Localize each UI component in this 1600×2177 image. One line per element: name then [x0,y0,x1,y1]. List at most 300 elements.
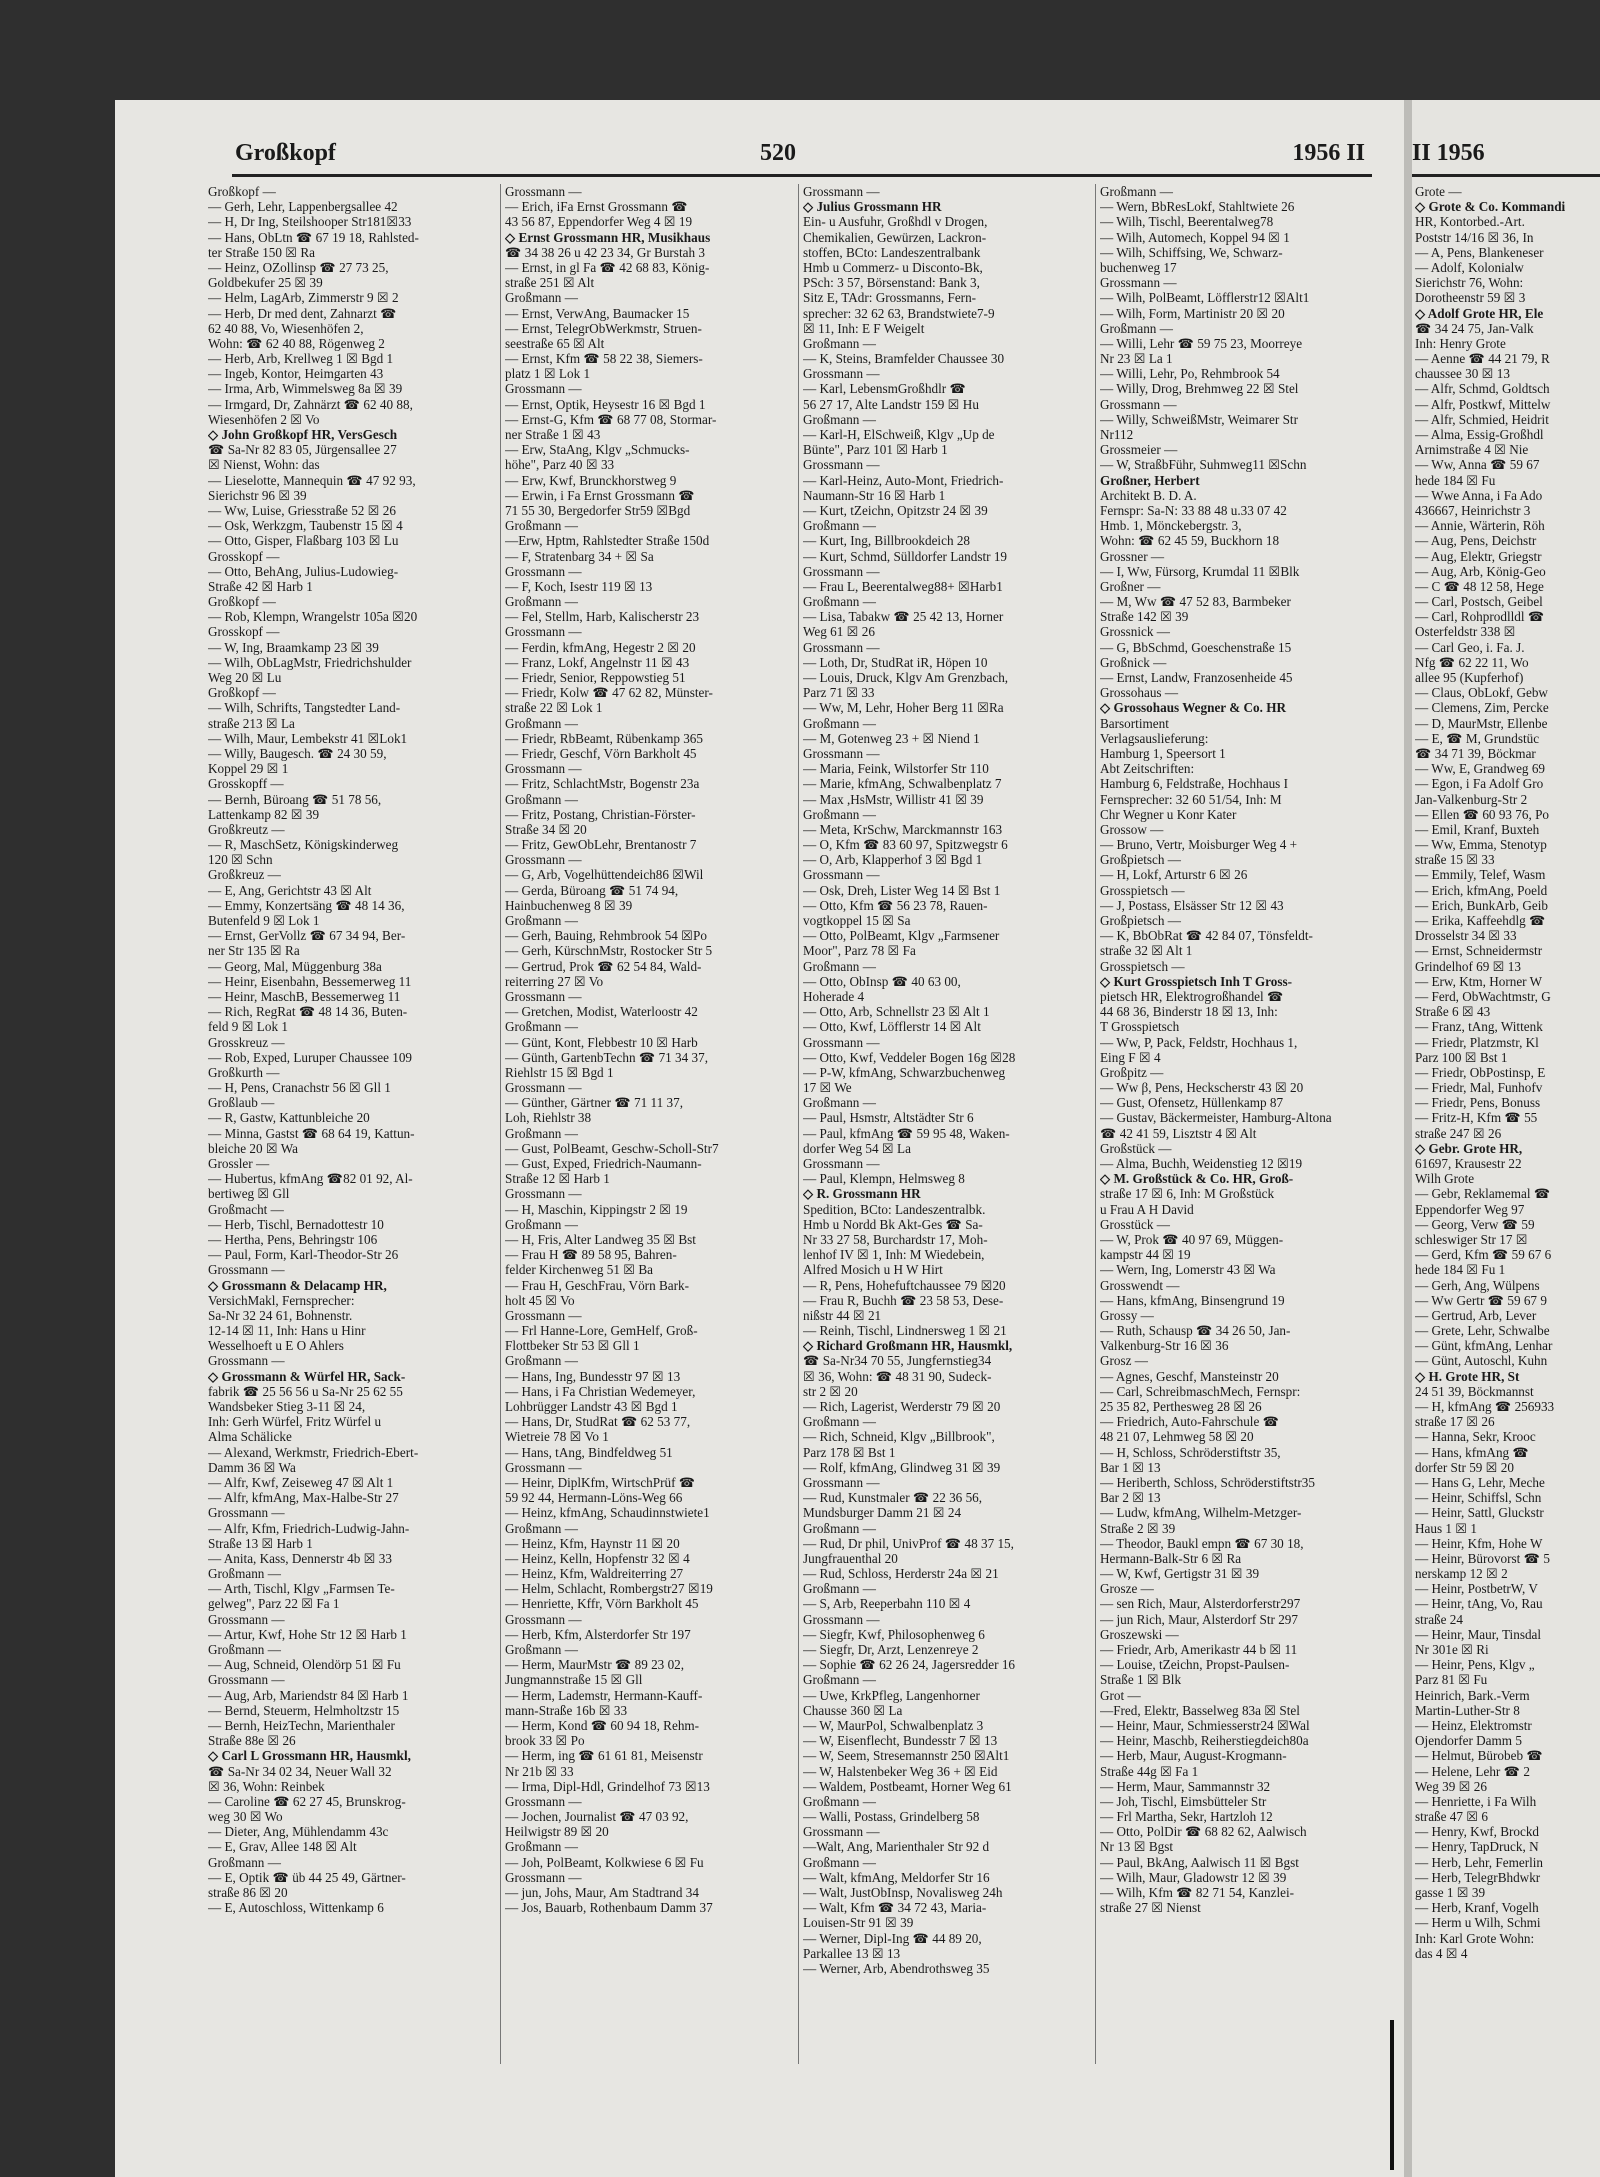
entry-line: Großmann — [803,1854,876,1870]
entry-line: Großkopf — [208,594,276,610]
entry-line: — Gerh, Bauing, Rehmbrook 54 ☒Po [505,928,707,944]
entry-line: Nr 301e ☒ Ri [1415,1642,1489,1657]
entry-line: — Herb, Dr med dent, Zahnarzt ☎ [208,305,397,321]
entry-line: Grossmann — [505,381,582,397]
entry-line: — Heinz, Elektromstr [1415,1717,1532,1733]
entry-line: — Rob, Exped, Luruper Chaussee 109 [208,1049,413,1065]
entry-line: — R, Gastw, Kattunbleiche 20 [208,1110,370,1126]
entry-line: — W, Prok ☎ 40 97 69, Müggen- [1100,1231,1284,1247]
entry-line: — Ellen ☎ 60 93 76, Po [1415,806,1550,822]
entry-line: — Hubertus, kfmAng ☎82 01 92, Al- [208,1171,413,1187]
entry-line: — Heinr, Pens, Klgv „ [1415,1657,1535,1673]
entry-line: — H, Lokf, Arturstr 6 ☒ 26 [1100,867,1248,883]
entry-line: Alfred Mosich u H W Hirt [803,1262,943,1278]
column-5 [1415,184,1600,1961]
entry-line: — Irmgard, Dr, Zahnärzt ☎ 62 40 88, [208,396,413,412]
column-3 [803,184,1093,1976]
entry-line: — Rud, Dr phil, UnivProf ☎ 48 37 15, [803,1535,1014,1551]
entry-line: Grossmann — [803,1611,880,1627]
entry-line: — Walt, kfmAng, Meldorfer Str 16 [803,1869,990,1885]
entry-line: Hamburg 6, Feldstraße, Hochhaus I [1100,776,1289,792]
scan-edge-marker [1390,2020,1394,2170]
entry-line: Grossmann — [1100,396,1177,412]
entry-line: — Franz, tAng, Wittenk [1415,1019,1543,1035]
entry-line: — Wilh, Maur, Gladowstr 12 ☒ 39 [1100,1869,1287,1885]
entry-line: Großmacht — [208,1201,284,1217]
entry-line: — sen Rich, Maur, Alsterdorferstr297 [1100,1596,1301,1612]
entry-line: ◇ John Großkopf HR, VersGesch [208,427,398,442]
entry-line: Großmann — [803,411,876,427]
entry-line: — Hans, i Fa Christian Wedemeyer, [505,1383,696,1399]
entry-line: Großmann — [505,1353,578,1369]
entry-line: — Anita, Kass, Dennerstr 4b ☒ 33 [208,1550,392,1566]
entry-line: — Alma, Essig-Großhdl [1415,427,1544,442]
entry-line: Grossmann — [505,1459,582,1475]
entry-line: — Alfr, kfmAng, Max-Halbe-Str 27 [208,1490,399,1506]
column-4 [1100,184,1395,1915]
entry-line: ◇ Kurt Grosspietsch Inh T Gross- [1100,973,1292,989]
entry-line: Naumann-Str 16 ☒ Harb 1 [803,487,946,503]
entry-line: Großmann — [505,715,578,731]
entry-line: — Friedr, Kolw ☎ 47 62 82, Münster- [505,685,713,701]
entry-line: — Herb, Tischl, Bernadottestr 10 [208,1216,384,1232]
entry-line: — Erika, Kaffeehdlg ☎ [1415,913,1546,928]
entry-line: Ojendorfer Damm 5 [1415,1733,1522,1749]
entry-line: Großmann — [803,1414,876,1430]
entry-line: Großmann — [505,1520,578,1536]
entry-line: — O, Arb, Klapperhof 3 ☒ Bgd 1 [803,852,983,868]
entry-line: dorfer Weg 54 ☒ La [803,1140,911,1156]
entry-line: — Ingeb, Kontor, Heimgarten 43 [208,366,384,382]
entry-line: — Otto, Kwf, Löfflerstr 14 ☒ Alt [803,1019,981,1035]
entry-line: Barsortiment [1100,715,1169,731]
entry-line: ☎ 34 38 26 u 42 23 34, Gr Burstah 3 [505,244,705,260]
entry-line: Nr 21b ☒ 33 [505,1763,574,1779]
entry-line: ◇ Ernst Grossmann HR, Musikhaus [505,229,711,245]
entry-line: Großmann — [803,806,876,822]
entry-line: — Ww, Luise, Griesstraße 52 ☒ 26 [208,502,396,518]
entry-line: ☒ 36, Wohn: Reinbek [208,1778,325,1794]
entry-line: Großmann — [803,1095,876,1111]
entry-line: — Heinr, DiplKfm, WirtschPrüf ☎ [505,1474,696,1490]
entry-line: — Hans, kfmAng, Binsengrund 19 [1100,1292,1285,1308]
entry-line: — Heinr, Maur, Schmiesserstr24 ☒Wal [1100,1717,1310,1733]
entry-line: — Friedr, Arb, Amerikastr 44 b ☒ 11 [1100,1642,1298,1657]
entry-line: — Wilh, Tischl, Beerentalweg78 [1100,214,1274,230]
entry-line: reiterring 27 ☒ Vo [505,973,604,989]
entry-line: Straße 142 ☒ 39 [1100,609,1189,625]
entry-line: — Walt, Kfm ☎ 34 72 43, Maria- [803,1900,987,1916]
entry-line: Abt Zeitschriften: [1100,761,1195,777]
entry-line: — Gerh, Ang, Wülpens [1415,1277,1540,1293]
entry-line: — Helene, Lehr ☎ 2 [1415,1763,1530,1779]
entry-line: — Wern, BbResLokf, Stahltwiete 26 [1100,199,1295,215]
entry-line: fabrik ☎ 25 56 56 u Sa-Nr 25 62 55 [208,1383,403,1399]
entry-line: — Heinz, kfmAng, Schaudinnstwiete1 [505,1505,710,1521]
entry-line: — Irma, Arb, Wimmelsweg 8a ☒ 39 [208,381,403,397]
entry-line: — Artur, Kwf, Hohe Str 12 ☒ Harb 1 [208,1626,407,1642]
entry-line: — Wilh, PolBeamt, Löfflerstr12 ☒Alt1 [1100,290,1310,306]
entry-line: —Walt, Ang, Marienthaler Str 92 d [803,1839,990,1855]
entry-line: — Günt, kfmAng, Lenhar [1415,1338,1553,1354]
entry-line: Großmann — [208,1854,281,1870]
entry-line: — D, MaurMstr, Ellenbe [1415,715,1548,731]
entry-line: Grossner — [1100,548,1165,564]
entry-line: — jun Rich, Maur, Alsterdorf Str 297 [1100,1611,1298,1627]
entry-line: — jun, Johs, Maur, Am Stadtrand 34 [505,1885,699,1900]
entry-line: Großner — [1100,578,1161,594]
entry-line: Grossnick — [1100,624,1170,640]
entry-line: — Gerda, Büroang ☎ 51 74 94, [505,882,679,898]
entry-line: Grossy — [1100,1307,1154,1323]
entry-line: Drosselstr 34 ☒ 33 [1415,928,1517,944]
entry-line: — Otto, Kfm ☎ 56 23 78, Rauen- [803,897,988,913]
entry-line: seestraße 65 ☒ Alt [505,335,605,351]
entry-line: — Friedr, Mal, Funhofv [1415,1080,1543,1096]
header-keyword: Großkopf [235,140,336,166]
entry-line: — Erw, Ktm, Horner W [1415,973,1543,989]
entry-line: — Heinz, Kfm, Haynstr 11 ☒ 20 [505,1535,680,1551]
entry-line: Sierichstr 76, Wohn: [1415,275,1524,291]
entry-line: — Theodor, Baukl empn ☎ 67 30 18, [1100,1535,1304,1551]
entry-line: — Alfr, Schmied, Heidrit [1415,411,1549,427]
adjacent-page-header: II 1956 [1412,140,1485,166]
entry-line: — Henry, Kwf, Brockd [1415,1824,1540,1840]
entry-line: Grossmann — [505,624,582,640]
entry-line: gelweg", Parz 22 ☒ Fa 1 [208,1596,340,1612]
entry-line: Jan-Valkenburg-Str 2 [1415,791,1528,807]
entry-line: ☎ Sa-Nr 34 02 34, Neuer Wall 32 [208,1763,392,1779]
entry-line: — Erw, StaAng, Klgv „Schmucks- [505,442,690,458]
entry-line: ◇ Grossmann & Würfel HR, Sack- [208,1368,406,1384]
entry-line: — H, Schloss, Schröderstiftstr 35, [1100,1444,1281,1460]
entry-line: straße 47 ☒ 6 [1415,1809,1488,1825]
entry-line: Hmb. 1, Mönckebergstr. 3, [1100,518,1242,534]
entry-line: — Günth, GartenbTechn ☎ 71 34 37, [505,1049,709,1065]
entry-line: Chr Wegner u Konr Kater [1100,806,1237,822]
entry-line: nißstr 44 ☒ 21 [803,1307,882,1323]
entry-line: Spedition, BCto: Landeszentralbk. [803,1201,986,1217]
entry-line: Alma Schälicke [208,1429,292,1445]
entry-line: Grossmann — [208,1353,285,1369]
entry-line: Grossmann — [505,1611,582,1627]
entry-line: — Gust, PolBeamt, Geschw-Scholl-Str7 [505,1140,719,1156]
entry-line: chaussee 30 ☒ 13 [1415,366,1510,382]
entry-line: ◇ Grossmann & Delacamp HR, [208,1277,387,1293]
entry-line: Grossmann — [208,1505,285,1521]
entry-line: — Gebr, Reklamemal ☎ [1415,1186,1551,1202]
entry-line: — W, StraßbFühr, Suhmweg11 ☒Schn [1100,457,1307,473]
entry-line: Großpietsch — [1100,852,1181,868]
entry-line: Großkreutz — [208,821,285,837]
entry-line: straße 251 ☒ Alt [505,275,595,291]
entry-line: — Erwin, i Fa Ernst Grossmann ☎ [505,487,695,503]
entry-line: ◇ Grote & Co. Kommandi [1415,199,1566,215]
entry-line: Wohn: ☎ 62 45 59, Buckhorn 18 [1100,533,1280,549]
entry-line: — Frau L, Beerentalweg88+ ☒Harb1 [803,578,1003,594]
entry-line: — J, Postass, Elsässer Str 12 ☒ 43 [1100,897,1284,913]
entry-line: 48 21 07, Lehmweg 58 ☒ 20 [1100,1429,1254,1445]
entry-line: — Herb, Kfm, Alsterdorfer Str 197 [505,1626,691,1642]
entry-line: Grossmann — [1100,275,1177,291]
entry-line: — Friedr, Pens, Bonuss [1415,1095,1541,1111]
entry-line: Straße 12 ☒ Harb 1 [505,1171,610,1187]
entry-line: Groszewski — [1100,1626,1179,1642]
entry-line: — Werner, Dipl-Ing ☎ 44 89 20, [803,1930,982,1946]
entry-line: — Joh, PolBeamt, Kolkwiese 6 ☒ Fu [505,1854,704,1870]
entry-line: Nfg ☎ 62 22 11, Wo [1415,654,1529,670]
entry-line: — Louis, Druck, Klgv Am Grenzbach, [803,670,1009,685]
entry-line: Grossmann — [505,988,582,1004]
entry-line: straße 15 ☒ 33 [1415,852,1495,868]
entry-line: — Karl-H, ElSchweiß, Klgv „Up de [803,427,995,442]
entry-line: — Hans, ObLtn ☎ 67 19 18, Rahlsted- [208,229,419,245]
entry-line: — Otto, PolDir ☎ 68 82 62, Aalwisch [1100,1824,1307,1840]
entry-line: Großmann — [505,791,578,807]
entry-line: — Loth, Dr, StudRat iR, Höpen 10 [803,654,988,670]
entry-line: — Kurt, Schmd, Sülldorfer Landstr 19 [803,548,1008,564]
entry-line: Wohn: ☎ 62 40 88, Rögenweg 2 [208,335,385,351]
entry-line: ◇ Grossohaus Wegner & Co. HR [1100,700,1286,716]
entry-line: — Ww, Emma, Stenotyp [1415,837,1547,853]
entry-line: — M, Gotenweg 23 + ☒ Niend 1 [803,730,980,746]
entry-line: Goldbekufer 25 ☒ 39 [208,275,323,291]
entry-line: Chausse 360 ☒ La [803,1702,903,1718]
entry-line: Großmann — [803,1793,876,1809]
adjacent-header-rule [1412,174,1600,177]
entry-line: — Ruth, Schausp ☎ 34 26 50, Jan- [1100,1323,1291,1339]
entry-line: — Ww Gertr ☎ 59 67 9 [1415,1292,1547,1308]
entry-line: Straße 13 ☒ Harb 1 [208,1535,313,1551]
entry-line: ☒ Nienst, Wohn: das [208,457,320,473]
entry-line: — Herb, Maur, August-Krogmann- [1100,1748,1287,1764]
entry-line: — Gertrud, Prok ☎ 62 54 84, Wald- [505,958,702,974]
entry-line: Großner, Herbert [1100,472,1200,488]
entry-line: Grossmeier — [1100,442,1178,458]
entry-line: — Aug, Schneid, Olendörp 51 ☒ Fu [208,1657,401,1673]
entry-line: feld 9 ☒ Lok 1 [208,1019,288,1035]
entry-line: Grossohaus — [1100,685,1179,701]
entry-line: — Günt, Kont, Flebbestr 10 ☒ Harb [505,1034,698,1050]
entry-line: Großmann — [505,1642,578,1657]
entry-line: Valkenburg-Str 16 ☒ 36 [1100,1338,1229,1354]
entry-line: — Hans, Ing, Bundesstr 97 ☒ 13 [505,1368,681,1384]
entry-line: — Paul, Klempn, Helmsweg 8 [803,1171,965,1187]
entry-line: — Günther, Gärtner ☎ 71 11 37, [505,1095,684,1111]
entry-line: Verlagsauslieferung: [1100,730,1209,746]
page-number: 520 [760,140,796,166]
entry-line: — E, Optik ☎ üb 44 25 49, Gärtner- [208,1869,406,1885]
entry-line: — Siegfr, Kwf, Philosophenweg 6 [803,1626,985,1642]
entry-line: ☎ Sa-Nr34 70 55, Jungfernstieg34 [803,1353,992,1369]
entry-line: nerskamp 12 ☒ 2 [1415,1566,1508,1582]
entry-line: Großmann — [803,594,876,610]
entry-line: — Aug, Arb, König-Geo [1415,563,1546,579]
entry-line: — Henriette, Kffr, Vörn Barkholt 45 [505,1596,699,1612]
entry-line: — Dieter, Ang, Mühlendamm 43c [208,1824,389,1840]
entry-line: — Otto, Arb, Schnellstr 23 ☒ Alt 1 [803,1004,990,1020]
entry-line: Straße 1 ☒ Blk [1100,1672,1182,1688]
entry-line: — Sophie ☎ 62 26 24, Jagersredder 16 [803,1657,1016,1673]
column-2 [505,184,795,1915]
entry-line: Bünte", Parz 101 ☒ Harb 1 [803,442,948,458]
entry-line: — Wern, Ing, Lomerstr 43 ☒ Wa [1100,1262,1276,1278]
entry-line: — Georg, Verw ☎ 59 [1415,1216,1535,1232]
entry-line: — Heinr, Eisenbahn, Bessemerweg 11 [208,973,412,989]
entry-line: — Annie, Wärterin, Röh [1415,518,1545,534]
entry-line: ◇ Richard Großmann HR, Hausmkl, [803,1338,1013,1354]
entry-line: — Erich, kfmAng, Poeld [1415,882,1548,898]
entry-line: Jungfrauenthal 20 [803,1550,898,1566]
entry-line: — Uwe, KrkPfleg, Langenhorner [803,1687,980,1703]
entry-line: — E, Autoschloss, Wittenkamp 6 [208,1900,384,1916]
entry-line: ner Straße 1 ☒ 43 [505,427,601,442]
entry-line: — Wwe Anna, i Fa Ado [1415,487,1543,503]
entry-line: — Bruno, Vertr, Moisburger Weg 4 + [1100,837,1298,853]
entry-line: vogtkoppel 15 ☒ Sa [803,913,911,928]
entry-line: str 2 ☒ 20 [803,1383,858,1399]
entry-line: Straße 88e ☒ 26 [208,1733,296,1749]
entry-line: — Aug, Arb, Mariendstr 84 ☒ Harb 1 [208,1687,409,1703]
entry-line: — H, kfmAng ☎ 256933 [1415,1399,1555,1414]
entry-line: Jungmannstraße 15 ☒ Gll [505,1672,643,1688]
entry-line: ner Str 135 ☒ Ra [208,943,300,959]
entry-line: — Gertrud, Arb, Lever [1415,1307,1537,1323]
entry-line: — Frau H, GeschFrau, Vörn Bark- [505,1277,689,1293]
entry-line: — Arth, Tischl, Klgv „Farmsen Te- [208,1581,395,1597]
entry-line: Großstück — [1100,1140,1172,1156]
column-divider [798,184,799,2064]
entry-line: straße 32 ☒ Alt 1 [1100,943,1193,959]
entry-line: Wandsbeker Stieg 3-11 ☒ 24, [208,1399,366,1414]
entry-line: — Paul, BkAng, Aalwisch 11 ☒ Bgst [1100,1854,1299,1870]
entry-line: Grossmann — [505,1186,582,1202]
entry-line: — Helmut, Bürobeb ☎ [1415,1748,1543,1764]
entry-line: 12-14 ☒ 11, Inh: Hans u Hinr [208,1323,366,1339]
entry-line: — Ww, E, Grandweg 69 [1415,761,1546,777]
entry-line: — Heinr, Bürovorst ☎ 5 [1415,1550,1550,1566]
entry-line: — Herm, MaurMstr ☎ 89 23 02, [505,1657,685,1673]
entry-line: — Otto, Kwf, Veddeler Bogen 16g ☒28 [803,1049,1016,1065]
entry-line: Architekt B. D. A. [1100,487,1197,503]
entry-line: felder Kirchenweg 51 ☒ Ba [505,1262,654,1278]
column-1 [208,184,498,1915]
entry-line: — R, Pens, Hohefuftchaussee 79 ☒20 [803,1277,1006,1293]
entry-line: — Wilh, Form, Martinistr 20 ☒ 20 [1100,305,1285,321]
entry-line: pietsch HR, Elektrogroßhandel ☎ [1100,988,1284,1004]
entry-line: — Friedr, Platzmstr, Kl [1415,1034,1539,1050]
entry-line: — Marie, kfmAng, Schwalbenplatz 7 [803,776,1002,792]
entry-line: — F, Koch, Isestr 119 ☒ 13 [505,578,653,594]
entry-line: Loh, Riehlstr 38 [505,1110,592,1126]
entry-line: allee 95 (Kupferhof) [1415,670,1524,685]
entry-line: — W, Eisenflecht, Bundesstr 7 ☒ 13 [803,1733,998,1749]
entry-line: — Herm, Lademstr, Hermann-Kauff- [505,1687,703,1703]
entry-line: buchenweg 17 [1100,259,1177,275]
entry-line: ◇ Gebr. Grote HR, [1415,1140,1523,1156]
entry-line: Großmann — [1100,320,1173,336]
entry-line: Fernsprecher: 32 60 51/54, Inh: M [1100,791,1282,807]
entry-line: Moor", Parz 78 ☒ Fa [803,943,916,959]
entry-line: — Franz, Lokf, Angelnstr 11 ☒ 43 [505,654,690,670]
entry-line: holt 45 ☒ Vo [505,1292,575,1308]
entry-line: — Werner, Arb, Abendrothsweg 35 [803,1960,990,1976]
entry-line: ☎ 42 41 59, Lisztstr 4 ☒ Alt [1100,1125,1257,1141]
entry-line: — Ww β, Pens, Heckscherstr 43 ☒ 20 [1100,1080,1304,1096]
entry-line: — Joh, Tischl, Eimsbütteler Str [1100,1793,1267,1809]
entry-line: Grosskopf — [208,624,280,640]
entry-line: Grossmann — [505,761,582,777]
entry-line: — Herm, Kond ☎ 60 94 18, Rehm- [505,1717,700,1733]
entry-line: straße 17 ☒ 26 [1415,1414,1495,1430]
entry-line: Weg 20 ☒ Lu [208,670,282,685]
entry-line: Grossmann — [208,1672,285,1688]
entry-line: — Frau R, Buchh ☎ 23 58 53, Dese- [803,1292,1004,1308]
entry-line: Grossmann — [505,1307,582,1323]
column-divider [500,184,501,2064]
entry-line: — A, Pens, Blankeneser [1415,244,1544,260]
entry-line: — Paul, kfmAng ☎ 59 95 48, Waken- [803,1125,1010,1141]
entry-line: Grossler — [208,1156,270,1171]
entry-line: — Jochen, Journalist ☎ 47 03 92, [505,1809,689,1825]
entry-line: straße 86 ☒ 20 [208,1885,288,1900]
entry-line: — W, Ing, Braamkamp 23 ☒ 39 [208,639,379,655]
entry-line: — H, Pens, Cranachstr 56 ☒ Gll 1 [208,1080,391,1096]
entry-line: — H, Maschin, Kippingstr 2 ☒ 19 [505,1201,688,1217]
entry-line: straße 24 [1415,1611,1463,1627]
entry-line: Großmann — [505,1839,578,1855]
entry-line: — Alma, Buchh, Weidenstieg 12 ☒19 [1100,1156,1303,1171]
entry-line: — Herb, Kranf, Vogelh [1415,1900,1539,1916]
entry-line: — Hans, kfmAng ☎ [1415,1444,1529,1460]
entry-line: Großmann — [803,958,876,974]
entry-line: Grossmann — [803,184,880,199]
entry-line: — Emil, Kranf, Buxteh [1415,821,1540,837]
page-gutter [1404,100,1412,2177]
entry-line: Nr112 [1100,427,1134,442]
entry-line: Sierichstr 96 ☒ 39 [208,487,307,503]
entry-line: — Herm, Maur, Sammannstr 32 [1100,1778,1271,1794]
entry-line: Hoherade 4 [803,988,865,1004]
entry-line: Damm 36 ☒ Wa [208,1459,296,1475]
entry-line: Poststr 14/16 ☒ 36, In [1415,229,1534,245]
entry-line: Großmann — [208,1642,281,1657]
entry-line: — Erich, BunkArb, Geib [1415,897,1548,913]
entry-line: Grosz — [1100,1353,1148,1369]
entry-line: Grossow — [1100,821,1164,837]
entry-line: Heilwigstr 89 ☒ 20 [505,1824,609,1840]
entry-line: Flottbeker Str 53 ☒ Gll 1 [505,1338,640,1354]
entry-line: Straße 42 ☒ Harb 1 [208,578,313,594]
entry-line: Eing F ☒ 4 [1100,1049,1161,1065]
entry-line: Nr 13 ☒ Bgst [1100,1839,1174,1855]
entry-line: — M, Ww ☎ 47 52 83, Barmbeker [1100,594,1291,610]
entry-line: — Claus, ObLokf, Gebw [1415,685,1548,701]
entry-line: — Minna, Gastst ☎ 68 64 19, Kattun- [208,1125,415,1141]
entry-line: Martin-Luther-Str 8 [1415,1702,1520,1718]
entry-line: HR, Kontorbed.-Art. [1415,214,1525,230]
entry-line: Straße 34 ☒ 20 [505,821,587,837]
entry-line: Mundsburger Damm 21 ☒ 24 [803,1505,962,1521]
entry-line: — Caroline ☎ 62 27 45, Brunskrog- [208,1793,406,1809]
running-head [235,140,1365,174]
entry-line: — Gerh, KürschnMstr, Rostocker Str 5 [505,943,713,959]
entry-line: Sitz E, TAdr: Grossmanns, Fern- [803,290,977,306]
entry-line: — Jos, Bauarb, Rothenbaum Damm 37 [505,1900,713,1916]
entry-line: — Meta, KrSchw, Marckmannstr 163 [803,821,1003,837]
entry-line: — Karl-Heinz, Auto-Mont, Friedrich- [803,472,1004,488]
entry-line: — Clemens, Zim, Percke [1415,700,1549,716]
